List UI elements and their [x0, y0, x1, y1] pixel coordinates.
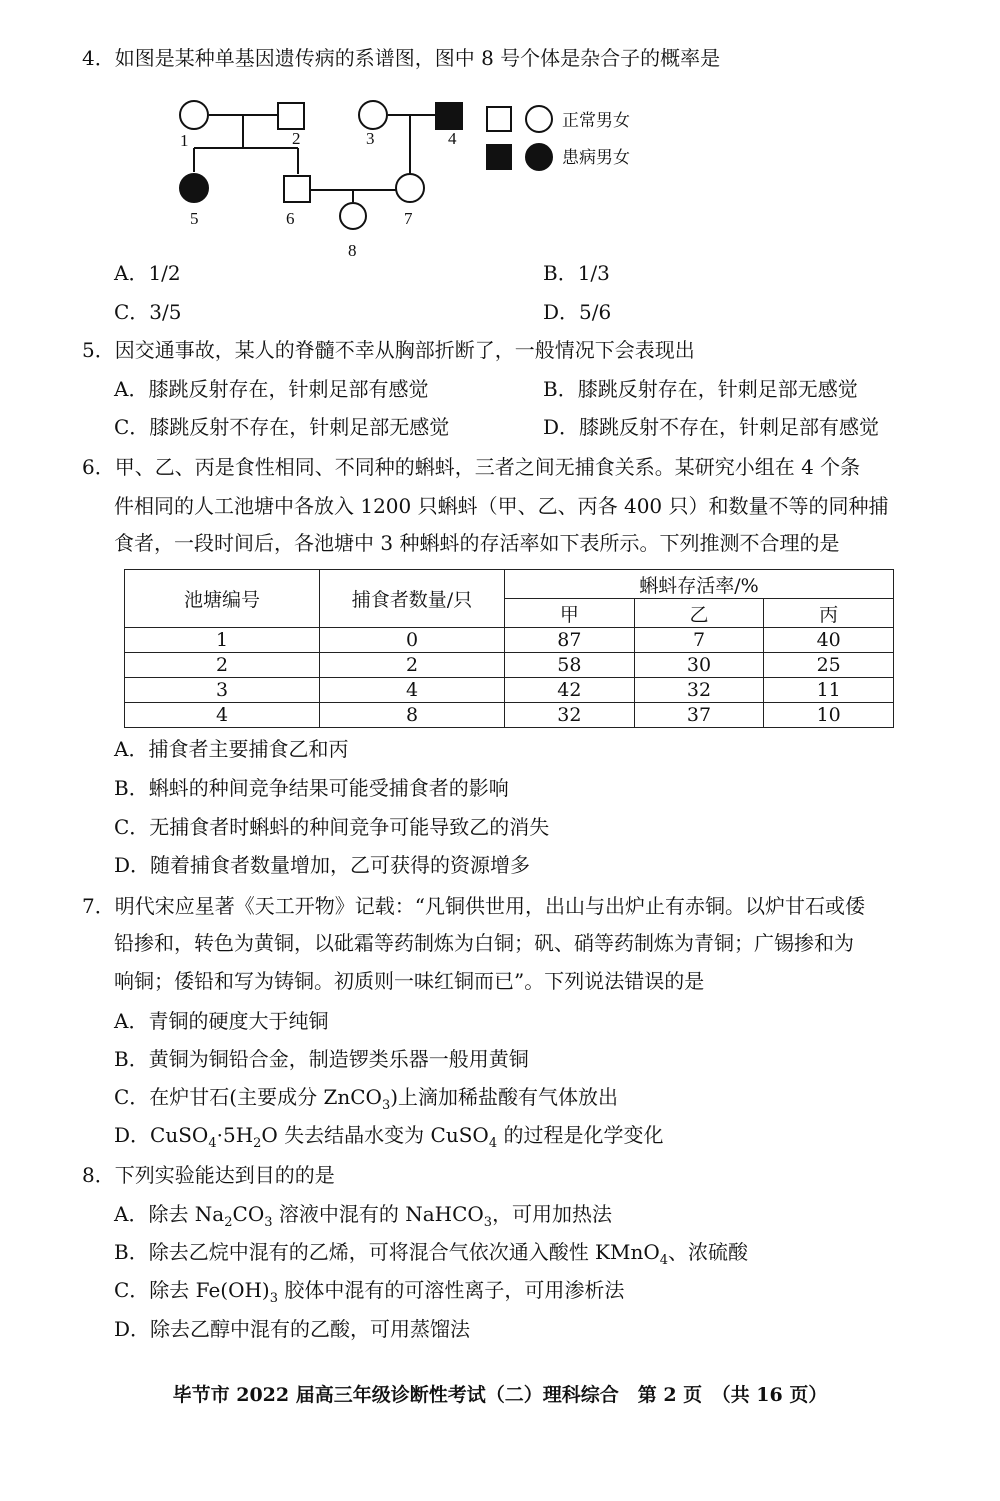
cell-bing: 25 — [764, 653, 894, 678]
table-row — [125, 703, 894, 728]
cell-yi: 37 — [634, 703, 764, 728]
q7-option-d: D．$CuSO_4\cdot 5H_2O$ 失去结晶水变为 CuSO$_4$ 的过程是化学变化 — [114, 1123, 664, 1151]
q5-option-a: A．膝跳反射存在，针刺足部有感觉 — [114, 377, 429, 401]
individual-6 — [284, 176, 310, 202]
cell-jia: 32 — [505, 703, 635, 728]
label-4: 4 — [448, 129, 457, 148]
header-survival: 蝌蚪存活率/% — [505, 570, 894, 599]
individual-8 — [340, 203, 366, 229]
q8-stem: 8．下列实验能达到目的的是 — [82, 1163, 335, 1187]
table-row — [125, 653, 894, 678]
cell-predator: 0 — [320, 628, 505, 653]
table-row — [125, 628, 894, 653]
page-footer: 毕节市 2022 届高三年级诊断性考试（二）理科综合 第 2 页 （共 16 页） — [172, 1384, 828, 1406]
label-5: 5 — [190, 209, 199, 228]
q8-option-a: A．除去 $Na_2CO_3$ 溶液中混有的 NaHCO$_3$，可用加热法 — [114, 1202, 613, 1230]
q5-option-d: D．膝跳反射不存在，针刺足部有感觉 — [543, 415, 880, 439]
q5-stem: 5．因交通事故，某人的脊髓不幸从胸部折断了，一般情况下会表现出 — [82, 338, 695, 362]
cell-bing: 11 — [764, 678, 894, 703]
individual-4 — [436, 103, 462, 129]
q6-stem-line2: 件相同的人工池塘中各放入 1200 只蝌蚪（甲、乙、丙各 400 只）和数量不等的同种捕 — [114, 494, 889, 518]
pedigree-chart — [150, 90, 670, 265]
label-2: 2 — [292, 129, 301, 148]
cell-predator: 4 — [320, 678, 505, 703]
q7-stem-line1: 7．明代宋应星著《天工开物》记载：“凡铜供世用，出山与出炉止有赤铜。以炉甘石或倭 — [82, 894, 865, 918]
cell-predator: 2 — [320, 653, 505, 678]
cell-pond: 2 — [125, 653, 320, 678]
header-yi: 乙 — [634, 599, 764, 628]
individual-1 — [180, 101, 208, 129]
label-1: 1 — [180, 131, 189, 150]
q6-stem-line3: 食者，一段时间后，各池塘中 3 种蝌蚪的存活率如下表所示。下列推测不合理的是 — [114, 531, 840, 555]
header-predator: 捕食者数量/只 — [320, 570, 505, 628]
label-3: 3 — [366, 129, 375, 148]
cell-bing: 10 — [764, 703, 894, 728]
q6-option-c: C．无捕食者时蝌蚪的种间竞争可能导致乙的消失 — [114, 815, 550, 839]
cell-yi: 32 — [634, 678, 764, 703]
q8-option-d: D．除去乙醇中混有的乙酸，可用蒸馏法 — [114, 1317, 471, 1341]
q7-option-c: C．在炉甘石(主要成分 ZnCO$_3$)上滴加稀盐酸有气体放出 — [114, 1085, 619, 1113]
header-bing: 丙 — [764, 599, 894, 628]
q7-option-b: B．黄铜为铜铅合金，制造锣类乐器一般用黄铜 — [114, 1047, 529, 1071]
cell-yi: 7 — [634, 628, 764, 653]
q7-stem-line2: 铅掺和，转色为黄铜，以砒霜等药制炼为白铜；矾、硝等药制炼为青铜；广锡掺和为 — [114, 931, 854, 955]
header-pond: 池塘编号 — [125, 570, 320, 628]
q4-option-b: B．1/3 — [543, 261, 610, 285]
cell-pond: 4 — [125, 703, 320, 728]
q4-stem: 4．如图是某种单基因遗传病的系谱图，图中 8 号个体是杂合子的概率是 — [82, 46, 721, 70]
cell-bing: 40 — [764, 628, 894, 653]
individual-2 — [278, 103, 304, 129]
q5-option-c: C．膝跳反射不存在，针刺足部无感觉 — [114, 415, 450, 439]
survival-table — [124, 569, 894, 728]
label-7: 7 — [404, 209, 413, 228]
q7-stem-line3: 响铜；倭铅和写为铸铜。初质则一味红铜而已”。下列说法错误的是 — [114, 969, 705, 993]
q4-option-a: A．1/2 — [114, 261, 181, 285]
cell-pond: 1 — [125, 628, 320, 653]
legend-affected: 患病男女 — [562, 148, 630, 168]
individual-3 — [359, 101, 387, 129]
q8-option-b: B．除去乙烷中混有的乙烯，可将混合气依次通入酸性 KMnO$_4$、浓硫酸 — [114, 1240, 749, 1268]
individual-5 — [180, 174, 208, 202]
q6-option-d: D．随着捕食者数量增加，乙可获得的资源增多 — [114, 853, 531, 877]
individual-7 — [396, 174, 424, 202]
label-8: 8 — [348, 241, 357, 260]
cell-jia: 87 — [505, 628, 635, 653]
cell-jia: 42 — [505, 678, 635, 703]
q6-stem-line1: 6．甲、乙、丙是食性相同、不同种的蝌蚪，三者之间无捕食关系。某研究小组在 4 个条 — [82, 455, 861, 479]
cell-predator: 8 — [320, 703, 505, 728]
q4-option-c: C．3/5 — [114, 300, 182, 324]
cell-pond: 3 — [125, 678, 320, 703]
cell-yi: 30 — [634, 653, 764, 678]
q4-option-d: D．5/6 — [543, 300, 612, 324]
q7-option-a: A．青铜的硬度大于纯铜 — [114, 1009, 329, 1033]
q8-option-c: C．除去 $Fe(OH)_3$ 胶体中混有的可溶性离子，可用渗析法 — [114, 1278, 625, 1306]
label-6: 6 — [286, 209, 295, 228]
q6-option-b: B．蝌蚪的种间竞争结果可能受捕食者的影响 — [114, 776, 509, 800]
table-row — [125, 678, 894, 703]
cell-jia: 58 — [505, 653, 635, 678]
q5-option-b: B．膝跳反射存在，针刺足部无感觉 — [543, 377, 858, 401]
legend-normal: 正常男女 — [562, 111, 630, 131]
q6-option-a: A．捕食者主要捕食乙和丙 — [114, 737, 349, 761]
header-jia: 甲 — [505, 599, 635, 628]
